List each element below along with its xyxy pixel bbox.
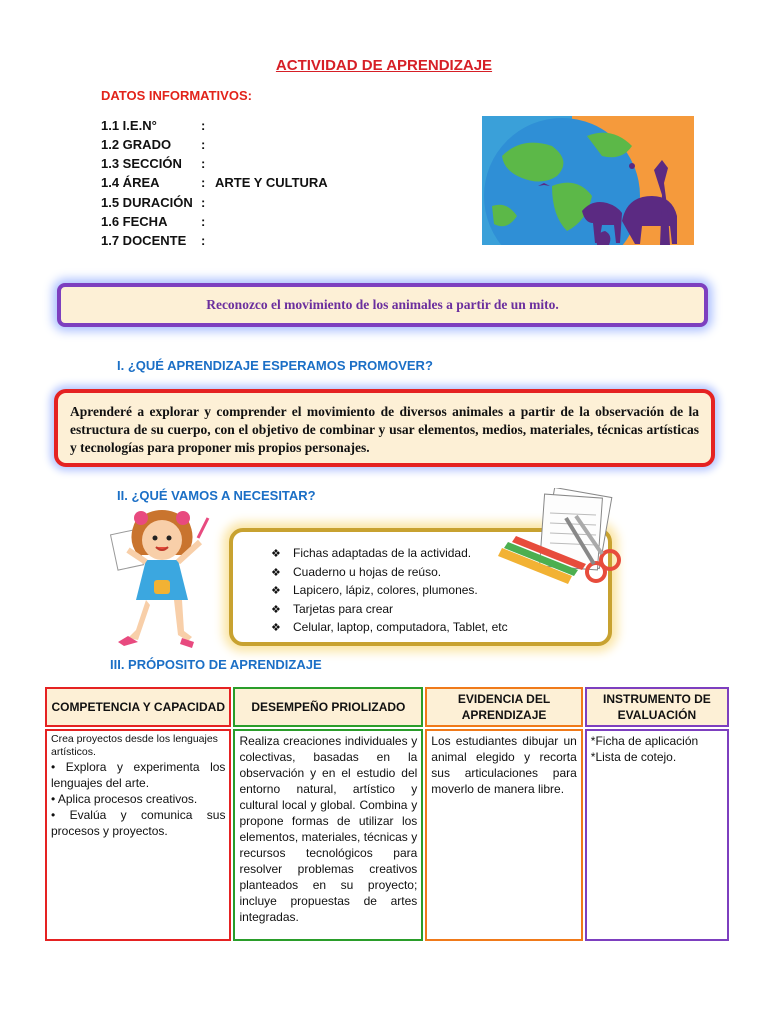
info-colon: : <box>201 175 206 190</box>
table-header-row <box>45 687 729 727</box>
learning-goal-box <box>54 389 715 467</box>
bullet-icon: • <box>51 760 56 774</box>
competencia-item-text: Explora y experimenta los lenguajes del arte. <box>51 760 226 790</box>
instrumento-item-2: *Lista de cotejo. <box>590 750 677 764</box>
competencia-item-text: Evalúa y comunica sus procesos y proyectos. <box>51 808 226 838</box>
purpose-table <box>43 685 731 943</box>
material-text: Tarjetas para crear <box>293 601 394 616</box>
info-label: 1.3 SECCIÓN <box>101 156 182 171</box>
list-item <box>271 582 508 601</box>
header-instrumento: INSTRUMENTO DE EVALUACIÓN <box>585 687 729 727</box>
list-item <box>271 619 508 638</box>
info-label: 1.7 DOCENTE <box>101 233 187 248</box>
material-text: Lapicero, lápiz, colores, plumones. <box>293 583 478 598</box>
bullet-icon: • <box>51 808 56 822</box>
materials-list <box>271 545 508 638</box>
instrumento-item-1: *Ficha de aplicación <box>590 734 699 748</box>
learning-goal-text: Aprenderé a explorar y comprender el movimiento de diversos animales a partir de la observación de la estructura de su cuerpo, con el objetivo de combinar y usar elementos, medios, materiales, técnicas artísticas y tecnologías para proponer mis propios personajes. <box>70 404 699 455</box>
list-item <box>51 791 225 807</box>
info-colon: : <box>201 137 206 152</box>
material-text: Celular, laptop, computadora, Tablet, etc <box>293 620 508 635</box>
info-label: 1.4 ÁREA <box>101 175 160 190</box>
material-text: Cuaderno u hojas de reúso. <box>293 564 442 579</box>
diamond-bullet-icon: ❖ <box>271 585 281 598</box>
list-item <box>271 564 508 583</box>
section-2-heading: II. ¿QUÉ VAMOS A NECESITAR? <box>117 488 316 503</box>
cell-competencia <box>45 729 231 941</box>
info-label: 1.2 GRADO <box>101 137 172 152</box>
section-1-heading: I. ¿QUÉ APRENDIZAJE ESPERAMOS PROMOVER? <box>117 358 433 373</box>
list-item <box>271 601 508 620</box>
info-label: 1.6 FECHA <box>101 214 168 229</box>
competencia-item-text: Aplica procesos creativos. <box>57 792 198 806</box>
school-supplies-illustration <box>498 488 626 598</box>
info-colon: : <box>201 118 206 133</box>
info-colon: : <box>201 214 206 229</box>
cell-desempeno: Realiza creaciones individuales y colectivas, basadas en la observación y en el estudio del entorno natural, artístico y cultural local y global. Combina y propone formas de utilizar los elementos, materiales, técnicas y recursos tecnológicos para resolver problemas creativos planteados en su proyecto; incluye propuestas de artes integradas. <box>233 729 423 941</box>
section-3-heading: III. PRÓPOSITO DE APRENDIZAJE <box>110 657 322 672</box>
info-row <box>101 137 215 152</box>
info-row <box>101 233 215 248</box>
purpose-text: Reconozco el movimiento de los animales a partir de un mito. <box>206 297 559 312</box>
diamond-bullet-icon: ❖ <box>271 548 281 560</box>
list-item <box>51 759 225 791</box>
competencia-intro: Crea proyectos desde los lenguajes artísticos. <box>51 733 218 758</box>
globe-animals-illustration <box>482 116 694 245</box>
list-item <box>271 545 508 564</box>
info-row <box>101 175 328 190</box>
info-row <box>101 118 215 133</box>
header-evidencia: EVIDENCIA DEL APRENDIZAJE <box>425 687 583 727</box>
info-colon: : <box>201 156 206 171</box>
header-competencia: COMPETENCIA Y CAPACIDAD <box>45 687 231 727</box>
info-value: ARTE Y CULTURA <box>215 175 328 190</box>
cell-evidencia: Los estudiantes dibujar un animal elegido y recorta sus articulaciones para moverlo de manera libre. <box>425 729 583 941</box>
cell-instrumento <box>585 729 729 941</box>
page-title: ACTIVIDAD DE APRENDIZAJE <box>275 57 493 74</box>
girl-illustration <box>106 500 218 656</box>
info-colon: : <box>201 233 206 248</box>
info-row <box>101 156 215 171</box>
info-row <box>101 195 215 210</box>
info-row <box>101 214 215 229</box>
header-desempeno: DESEMPEÑO PRIOLIZADO <box>233 687 423 727</box>
info-label: 1.1 I.E.N° <box>101 118 157 133</box>
material-text: Fichas adaptadas de la actividad. <box>293 546 472 560</box>
diamond-bullet-icon: ❖ <box>271 603 281 616</box>
datos-informativos-heading: DATOS INFORMATIVOS: <box>101 88 252 103</box>
purpose-banner <box>57 283 708 327</box>
info-label: 1.5 DURACIÓN <box>101 195 193 210</box>
competencia-items <box>51 759 225 839</box>
list-item <box>51 807 225 839</box>
bullet-icon: • <box>51 792 56 806</box>
diamond-bullet-icon: ❖ <box>271 566 281 579</box>
diamond-bullet-icon: ❖ <box>271 622 281 635</box>
table-row <box>45 729 729 941</box>
info-colon: : <box>201 195 206 210</box>
